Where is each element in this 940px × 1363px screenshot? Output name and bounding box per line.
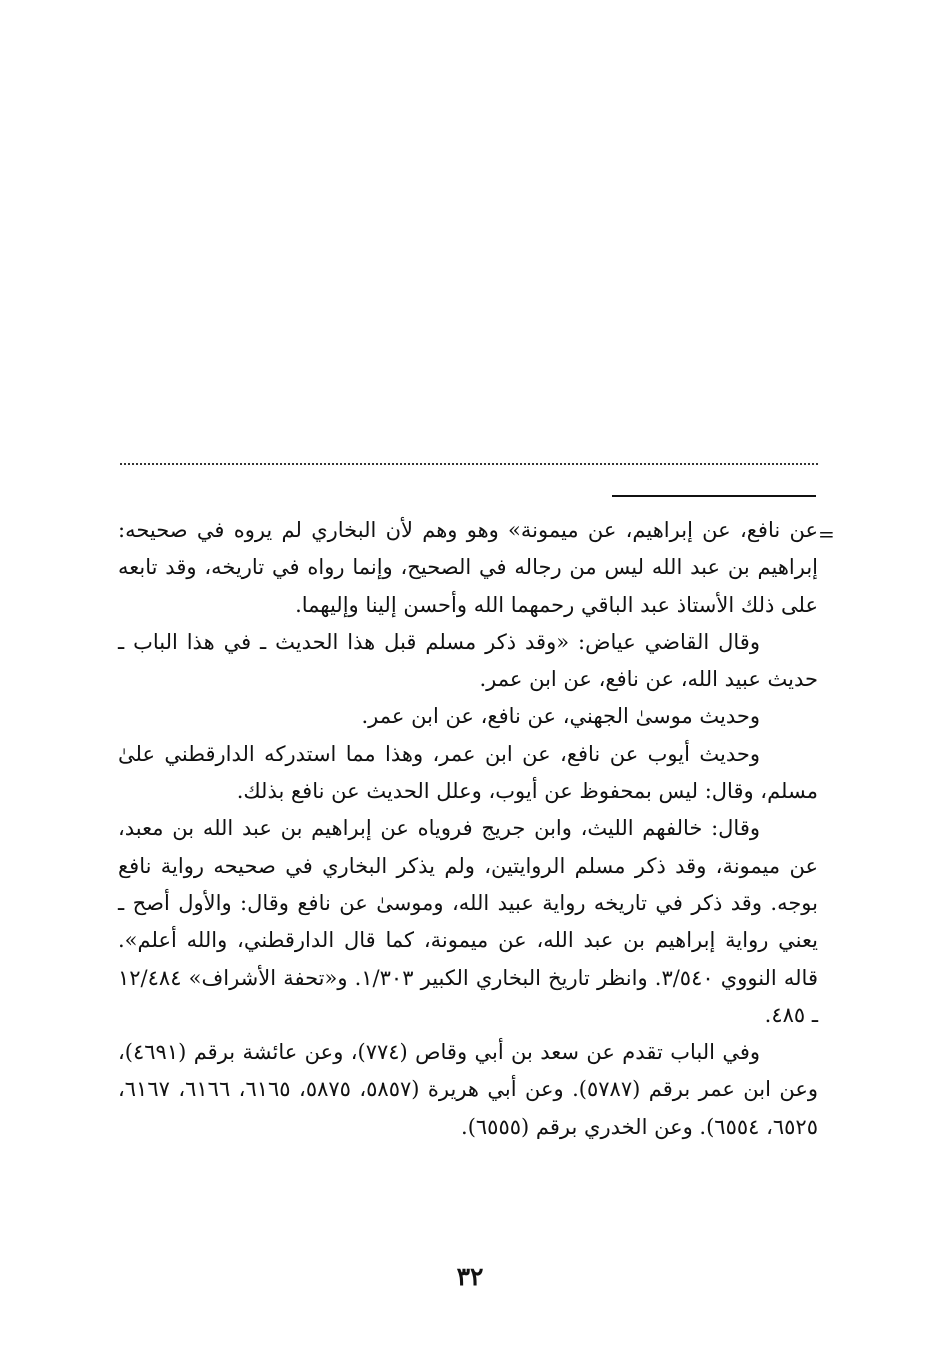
page-number: ٣٢ — [456, 1262, 484, 1291]
dotted-separator — [120, 463, 818, 465]
continuation-mark: = — [818, 522, 835, 546]
footnote-paragraph: وقال: خالفهم الليث، وابن جريج فروياه عن إبراهيم بن عبد الله بن معبد، عن ميمونة، وقد ذكر مسلم الروايتين، ولم يذكر البخاري في صحيحه رواية نافع بوجه. وقد ذكر في تاريخه رواية عبيد الله، وموسىٰ عن نافع وقال: والأول أصح ـ يعني رواية إبراهيم بن عبد الله، عن ميمونة، كما قال الدارقطني، والله أعلم». قاله النووي ٣/٥٤٠. وانظر تاريخ البخاري الكبير ١/٣٠٣. و«تحفة الأشراف» ١٢/٤٨٤ ـ ٤٨٥. — [118, 816, 818, 1027]
footnote-paragraph: وقال القاضي عياض: «وقد ذكر مسلم قبل هذا الحديث ـ في هذا الباب ـ حديث عبيد الله، عن نافع، عن ابن عمر. — [118, 629, 818, 692]
footnote-text — [118, 512, 818, 1146]
footnote-separator-line — [612, 495, 816, 497]
footnote-paragraph: وحديث موسىٰ الجهني، عن نافع، عن ابن عمر. — [361, 704, 760, 729]
footnote-paragraph: وفي الباب تقدم عن سعد بن أبي وقاص (٧٧٤)، وعن عائشة برقم (٤٦٩١)، وعن ابن عمر برقم (٥٧٨٧). وعن أبي هريرة (٥٨٥٧، ٥٨٧٥، ٦١٦٥، ٦١٦٦، ٦١٦٧، ٦٥٢٥، ٦٥٥٤). وعن الخدري برقم (٦٥٥٥). — [118, 1040, 819, 1139]
footnote-paragraph: عن نافع، عن إبراهيم، عن ميمونة» وهو وهم لأن البخاري لم يروه في صحيحه: إبراهيم بن عبد الله ليس من رجاله في الصحيح، وإنما رواه في تاريخه، وقد تابعه على ذلك الأستاذ عبد الباقي رحمهما الله وأحسن إلينا وإليهما. — [118, 518, 818, 617]
footnote-paragraph: وحديث أيوب عن نافع، عن ابن عمر، وهذا مما استدركه الدارقطني علىٰ مسلم، وقال: ليس بمحفوظ عن أيوب، وعلل الحديث عن نافع بذلك. — [118, 741, 818, 804]
